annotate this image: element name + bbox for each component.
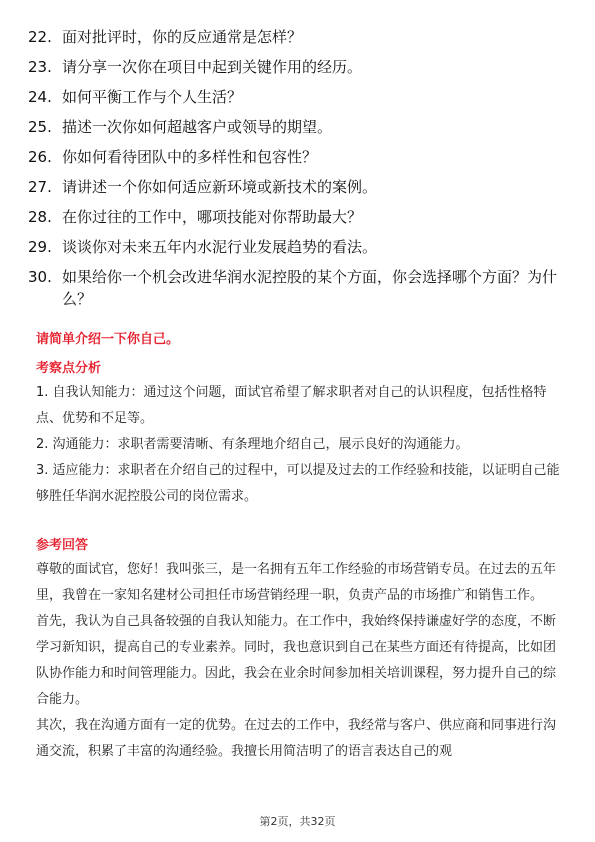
question-item [28, 146, 568, 168]
question-number: 30. [28, 268, 52, 286]
section-title: 请简单介绍一下你自己。 [36, 332, 180, 347]
question-number: 29. [28, 238, 52, 256]
answer-paragraph: 其次，我在沟通方面有一定的优势。在过去的工作中，我经常与客户、供应商和同事进行沟通交流，积累了丰富的沟通经验。我擅长用简洁明了的语言表达自己的观 [36, 718, 557, 759]
analysis-heading: 考察点分析 [36, 361, 102, 376]
question-number: 27. [28, 178, 52, 196]
question-item [28, 266, 568, 310]
question-item [28, 176, 568, 198]
question-item [28, 236, 568, 258]
question-text: 你如何看待团队中的多样性和包容性？ [62, 148, 318, 166]
question-number: 24. [28, 88, 52, 106]
analysis-item: 1. 自我认知能力：通过这个问题，面试官希望了解求职者对自己的认识程度，包括性格特点、优势和不足等。 [36, 385, 547, 426]
question-text: 描述一次你如何超越客户或领导的期望。 [62, 118, 333, 136]
analysis-block [36, 380, 562, 510]
question-text: 谈谈你对未来五年内水泥行业发展趋势的看法。 [62, 238, 378, 256]
analysis-item: 2. 沟通能力：求职者需要清晰、有条理地介绍自己，展示良好的沟通能力。 [36, 437, 469, 452]
question-text: 如何平衡工作与个人生活？ [62, 88, 243, 106]
question-list [28, 26, 568, 318]
question-text: 如果给你一个机会改进华润水泥控股的某个方面，你会选择哪个方面？为什么？ [62, 268, 558, 308]
question-text: 在你过往的工作中，哪项技能对你帮助最大？ [62, 208, 363, 226]
question-item [28, 56, 568, 78]
page-footer: 第2页，共32页 [259, 815, 336, 828]
analysis-item: 3. 适应能力：求职者在介绍自己的过程中，可以提及过去的工作经验和技能，以证明自己能够胜任华润水泥控股公司的岗位需求。 [36, 463, 560, 504]
answer-paragraph: 尊敬的面试官，您好！我叫张三，是一名拥有五年工作经验的市场营销专员。在过去的五年里，我曾在一家知名建材公司担任市场营销经理一职，负责产品的市场推广和销售工作。 [36, 562, 557, 603]
question-item [28, 86, 568, 108]
answer-heading: 参考回答 [36, 538, 89, 553]
question-number: 22. [28, 28, 52, 46]
question-item [28, 206, 568, 228]
question-number: 26. [28, 148, 52, 166]
question-item [28, 116, 568, 138]
question-text: 请讲述一个你如何适应新环境或新技术的案例。 [62, 178, 378, 196]
answer-block [36, 557, 562, 765]
question-item [28, 26, 568, 48]
answer-paragraph: 首先，我认为自己具备较强的自我认知能力。在工作中，我始终保持谦虚好学的态度，不断学习新知识，提高自己的专业素养。同时，我也意识到自己在某些方面还有待提高，比如团队协作能力和时间管理能力。因此，我会在业余时间参加相关培训课程，努力提升自己的综合能力。 [36, 614, 557, 707]
question-number: 25. [28, 118, 52, 136]
question-number: 23. [28, 58, 52, 76]
question-number: 28. [28, 208, 52, 226]
question-text: 面对批评时，你的反应通常是怎样？ [62, 28, 303, 46]
question-text: 请分享一次你在项目中起到关键作用的经历。 [62, 58, 363, 76]
